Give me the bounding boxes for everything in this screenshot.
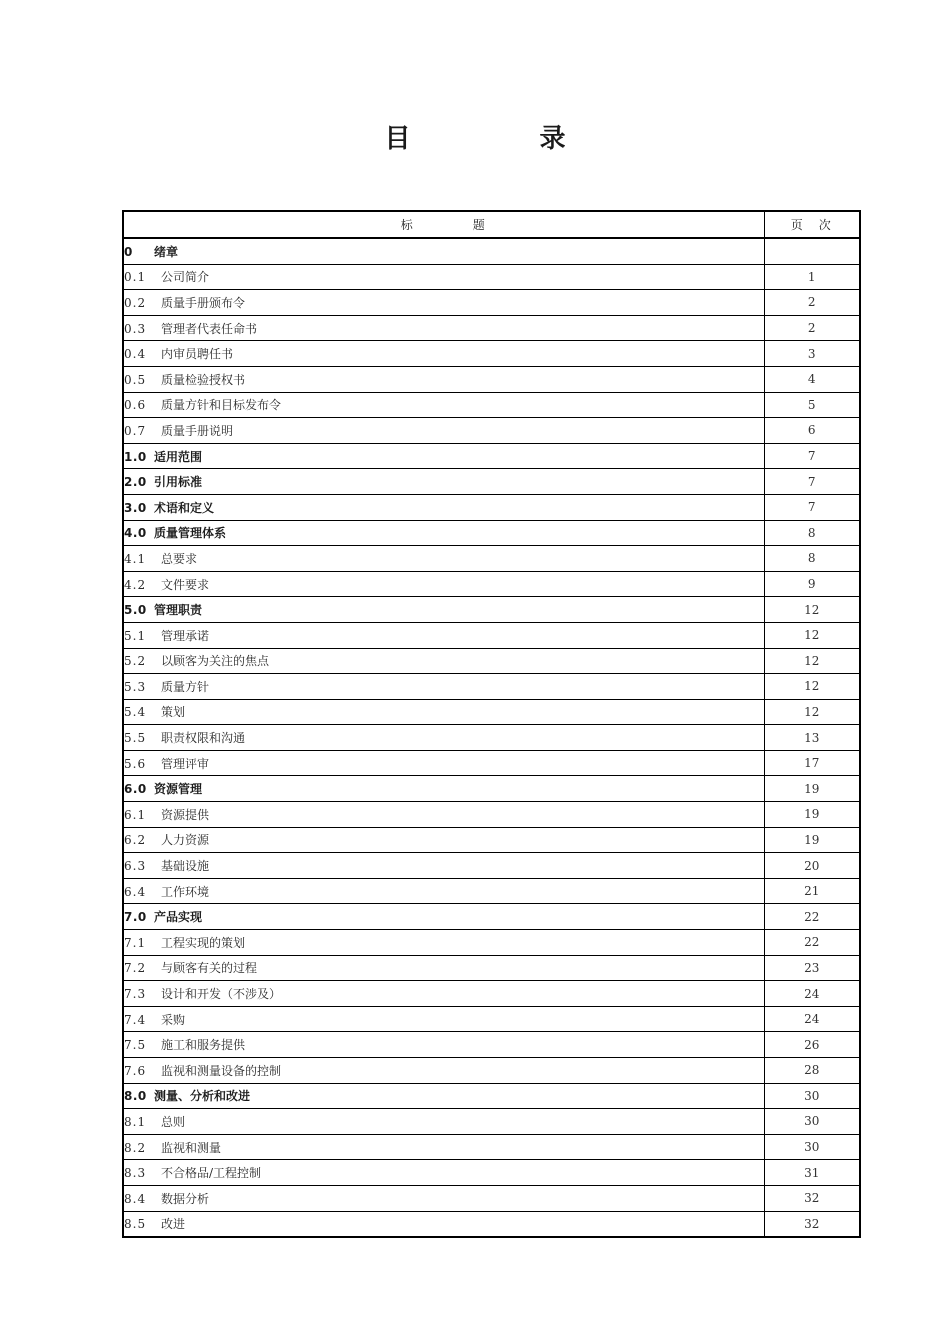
page-number: 19 [764, 776, 860, 802]
section-title: 公司简介 [161, 270, 210, 285]
section-title: 引用标准 [154, 475, 203, 490]
toc-row [123, 699, 860, 725]
toc-entry-title-cell [123, 1058, 764, 1084]
page-column-header-char-2: 次 [818, 218, 833, 232]
toc-row [123, 443, 860, 469]
page-column-header-char-1: 页 [790, 218, 805, 232]
section-title: 策划 [161, 705, 186, 720]
section-title: 监视和测量设备的控制 [161, 1063, 282, 1078]
page-number: 7 [764, 494, 860, 520]
toc-entry-title-cell [123, 699, 764, 725]
page-number: 2 [764, 290, 860, 316]
section-title: 质量手册颁布令 [161, 295, 246, 310]
toc-row [123, 930, 860, 956]
page-number: 30 [764, 1109, 860, 1135]
toc-entry-title-cell [123, 802, 764, 828]
page-number: 28 [764, 1058, 860, 1084]
page-number: 8 [764, 546, 860, 572]
toc-entry-title-cell [123, 750, 764, 776]
section-title: 采购 [161, 1012, 186, 1027]
toc-entry-title-cell [123, 418, 764, 444]
page-column-header [764, 211, 860, 238]
section-title: 职责权限和沟通 [161, 731, 246, 746]
toc-entry-title-cell [123, 1083, 764, 1109]
section-number: 6.4 [124, 884, 147, 899]
page-number: 24 [764, 981, 860, 1007]
section-number: 8.0 [124, 1089, 147, 1104]
section-title: 内审员聘任书 [161, 347, 234, 362]
page-number: 22 [764, 930, 860, 956]
toc-row [123, 1083, 860, 1109]
section-number: 4.2 [124, 577, 147, 592]
toc-row [123, 674, 860, 700]
toc-entry-title-cell [123, 955, 764, 981]
section-number: 6.0 [124, 782, 147, 797]
section-number: 3.0 [124, 500, 147, 515]
toc-entry-title-cell [123, 315, 764, 341]
toc-header-row [123, 211, 860, 238]
page-number: 7 [764, 469, 860, 495]
section-number: 0.7 [124, 423, 147, 438]
page-number: 22 [764, 904, 860, 930]
page-number: 6 [764, 418, 860, 444]
section-number: 8.2 [124, 1140, 147, 1155]
toc-entry-title-cell [123, 571, 764, 597]
toc-row [123, 469, 860, 495]
toc-entry-title-cell [123, 597, 764, 623]
page-number: 30 [764, 1134, 860, 1160]
page-number: 12 [764, 674, 860, 700]
section-title: 改进 [161, 1217, 186, 1232]
page-number: 19 [764, 827, 860, 853]
toc-row [123, 776, 860, 802]
section-title: 工程实现的策划 [161, 935, 246, 950]
toc-row [123, 802, 860, 828]
toc-entry-title-cell [123, 725, 764, 751]
section-number: 8.3 [124, 1166, 147, 1181]
section-number: 0 [124, 244, 133, 259]
page-number: 3 [764, 341, 860, 367]
toc-row [123, 1006, 860, 1032]
section-title: 术语和定义 [154, 500, 215, 515]
section-number: 5.1 [124, 628, 147, 643]
page-number: 19 [764, 802, 860, 828]
toc-row [123, 494, 860, 520]
section-title: 文件要求 [161, 577, 210, 592]
toc-row [123, 392, 860, 418]
section-title: 质量检验授权书 [161, 372, 246, 387]
toc-row [123, 853, 860, 879]
section-number: 0.1 [124, 270, 147, 285]
page-number: 32 [764, 1211, 860, 1237]
toc-row [123, 341, 860, 367]
section-number: 5.0 [124, 603, 147, 618]
toc-body [123, 238, 860, 1237]
page-number: 20 [764, 853, 860, 879]
section-number: 4.1 [124, 551, 147, 566]
section-number: 2.0 [124, 475, 147, 490]
section-title: 基础设施 [161, 859, 210, 874]
section-number: 7.3 [124, 987, 147, 1002]
section-title: 绪章 [154, 244, 179, 259]
toc-entry-title-cell [123, 1109, 764, 1135]
section-number: 6.1 [124, 807, 147, 822]
title-column-header-char-1: 标 [400, 218, 415, 232]
section-title: 数据分析 [161, 1191, 210, 1206]
toc-row [123, 418, 860, 444]
toc-entry-title-cell [123, 1032, 764, 1058]
toc-row [123, 315, 860, 341]
page-number: 1 [764, 264, 860, 290]
toc-entry-title-cell [123, 1185, 764, 1211]
toc-entry-title-cell [123, 1160, 764, 1186]
toc-row [123, 904, 860, 930]
section-number: 5.4 [124, 705, 147, 720]
toc-entry-title-cell [123, 520, 764, 546]
toc-row [123, 264, 860, 290]
toc-row [123, 955, 860, 981]
toc-row [123, 366, 860, 392]
toc-row [123, 1134, 860, 1160]
toc-header [123, 211, 860, 238]
page-number: 26 [764, 1032, 860, 1058]
page-number: 12 [764, 648, 860, 674]
toc-row [123, 1211, 860, 1237]
page-number: 21 [764, 878, 860, 904]
section-number: 1.0 [124, 449, 147, 464]
page-number: 30 [764, 1083, 860, 1109]
section-number: 4.0 [124, 526, 147, 541]
page-number: 2 [764, 315, 860, 341]
page-number: 13 [764, 725, 860, 751]
toc-entry-title-cell [123, 264, 764, 290]
toc-entry-title-cell [123, 1006, 764, 1032]
toc-entry-title-cell [123, 853, 764, 879]
section-title: 以顾客为关注的焦点 [161, 654, 270, 669]
section-number: 6.3 [124, 859, 147, 874]
section-number: 0.5 [124, 372, 147, 387]
page-number: 24 [764, 1006, 860, 1032]
table-of-contents [122, 210, 861, 1238]
section-title: 与顾客有关的过程 [161, 961, 258, 976]
toc-row [123, 1032, 860, 1058]
section-number: 0.4 [124, 347, 147, 362]
section-title: 产品实现 [154, 910, 203, 925]
section-title: 总要求 [161, 551, 198, 566]
page-number: 5 [764, 392, 860, 418]
page-number: 12 [764, 622, 860, 648]
toc-row [123, 827, 860, 853]
section-title: 设计和开发（不涉及） [161, 987, 282, 1002]
section-number: 0.2 [124, 295, 147, 310]
toc-row [123, 750, 860, 776]
toc-entry-title-cell [123, 290, 764, 316]
section-title: 资源提供 [161, 807, 210, 822]
toc-row [123, 648, 860, 674]
toc-entry-title-cell [123, 776, 764, 802]
toc-entry-title-cell [123, 238, 764, 264]
toc-entry-title-cell [123, 622, 764, 648]
section-title: 质量管理体系 [154, 526, 227, 541]
title-column-header [123, 211, 764, 238]
page-number: 8 [764, 520, 860, 546]
toc-row [123, 878, 860, 904]
toc-entry-title-cell [123, 648, 764, 674]
toc-row [123, 1160, 860, 1186]
toc-entry-title-cell [123, 930, 764, 956]
toc-entry-title-cell [123, 1211, 764, 1237]
toc-entry-title-cell [123, 469, 764, 495]
section-number: 7.4 [124, 1012, 147, 1027]
toc-entry-title-cell [123, 392, 764, 418]
page-number: 12 [764, 699, 860, 725]
page-number: 4 [764, 366, 860, 392]
section-title: 管理职责 [154, 603, 203, 618]
section-title: 管理者代表任命书 [161, 321, 258, 336]
section-title: 测量、分析和改进 [154, 1089, 251, 1104]
toc-entry-title-cell [123, 443, 764, 469]
section-title: 工作环境 [161, 884, 210, 899]
toc-entry-title-cell [123, 494, 764, 520]
page-number: 32 [764, 1185, 860, 1211]
toc-row [123, 725, 860, 751]
toc-row [123, 546, 860, 572]
page-number: 9 [764, 571, 860, 597]
page-number: 17 [764, 750, 860, 776]
section-title: 施工和服务提供 [161, 1038, 246, 1053]
section-number: 5.5 [124, 731, 147, 746]
toc-row [123, 571, 860, 597]
toc-entry-title-cell [123, 674, 764, 700]
page-number: 31 [764, 1160, 860, 1186]
toc-row [123, 597, 860, 623]
toc-row [123, 1058, 860, 1084]
section-number: 5.6 [124, 756, 147, 771]
section-number: 8.5 [124, 1217, 147, 1232]
section-title: 监视和测量 [161, 1140, 222, 1155]
section-title: 不合格品/工程控制 [161, 1166, 262, 1181]
section-title: 人力资源 [161, 833, 210, 848]
section-number: 7.2 [124, 961, 147, 976]
section-title: 质量方针 [161, 679, 210, 694]
page-number: 7 [764, 443, 860, 469]
toc-entry-title-cell [123, 904, 764, 930]
section-number: 6.2 [124, 833, 147, 848]
toc-row [123, 981, 860, 1007]
section-title: 资源管理 [154, 782, 203, 797]
page-number [764, 238, 860, 264]
section-title: 管理承诺 [161, 628, 210, 643]
section-number: 7.0 [124, 910, 147, 925]
toc-entry-title-cell [123, 878, 764, 904]
section-title: 质量手册说明 [161, 423, 234, 438]
page-number: 12 [764, 597, 860, 623]
section-number: 5.2 [124, 654, 147, 669]
section-title: 管理评审 [161, 756, 210, 771]
toc-entry-title-cell [123, 341, 764, 367]
toc-row [123, 520, 860, 546]
section-number: 7.6 [124, 1063, 147, 1078]
toc-entry-title-cell [123, 981, 764, 1007]
section-number: 7.1 [124, 935, 147, 950]
toc-entry-title-cell [123, 827, 764, 853]
section-title: 总则 [161, 1114, 186, 1129]
title-column-header-char-2: 题 [472, 218, 487, 232]
page-title: 目 录 [384, 124, 626, 154]
section-number: 0.6 [124, 398, 147, 413]
section-number: 8.4 [124, 1191, 147, 1206]
section-number: 0.3 [124, 321, 147, 336]
toc-row [123, 1109, 860, 1135]
section-number: 7.5 [124, 1038, 147, 1053]
toc-row [123, 1185, 860, 1211]
section-number: 5.3 [124, 679, 147, 694]
section-title: 质量方针和目标发布令 [161, 398, 282, 413]
toc-entry-title-cell [123, 366, 764, 392]
section-title: 适用范围 [154, 449, 203, 464]
toc-entry-title-cell [123, 1134, 764, 1160]
toc-row [123, 622, 860, 648]
section-number: 8.1 [124, 1114, 147, 1129]
page-number: 23 [764, 955, 860, 981]
toc-row [123, 238, 860, 264]
toc-row [123, 290, 860, 316]
toc-entry-title-cell [123, 546, 764, 572]
